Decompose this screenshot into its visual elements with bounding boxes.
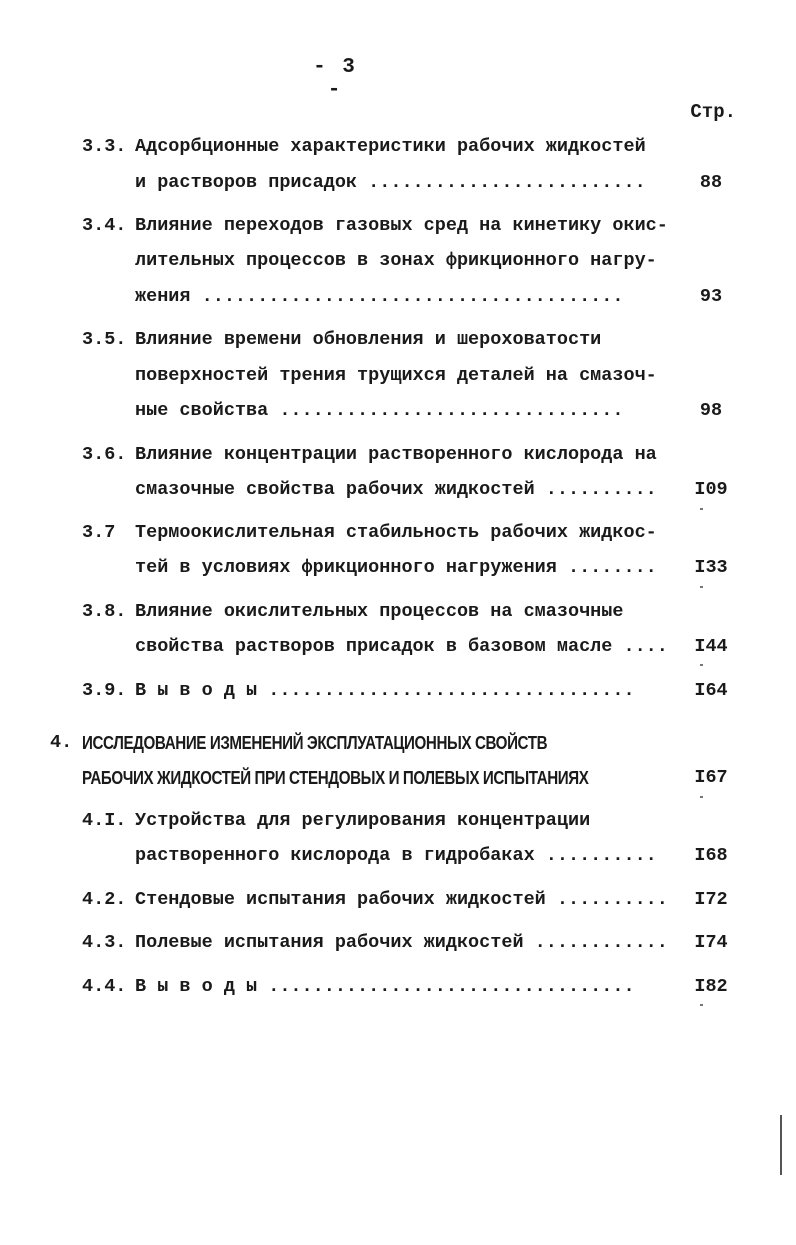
scan-speck: [700, 586, 703, 588]
toc-chapter-number: 4.: [50, 732, 73, 753]
toc-entry-line: Влияние переходов газовых сред на кинетику окис-: [135, 215, 668, 236]
toc-entry-line: Полевые испытания рабочих жидкостей ............: [135, 932, 668, 953]
toc-entry-line: Влияние времени обновления и шероховатости: [135, 329, 602, 350]
scan-speck: [700, 796, 703, 798]
toc-entry-line: лительных процессов в зонах фрикционного нагру-: [135, 250, 657, 271]
page-number: - 3 -: [313, 56, 357, 102]
scan-edge-line: [780, 1115, 782, 1175]
toc-entry-line: Влияние концентрации растворенного кислорода на: [135, 444, 657, 465]
toc-entry-page: I09: [694, 479, 728, 500]
toc-entry-page: I74: [694, 932, 728, 953]
toc-entry-line: Влияние окислительных процессов на смазочные: [135, 601, 624, 622]
toc-entry-number: 3.5.: [82, 329, 127, 350]
toc-entry-number: 3.8.: [82, 601, 127, 622]
toc-entry-line: В ы в о д ы .................................: [135, 680, 635, 701]
toc-entry-number: 4.4.: [82, 976, 127, 997]
toc-entry-line: смазочные свойства рабочих жидкостей ..........: [135, 479, 657, 500]
toc-entry-page: 93: [699, 286, 723, 307]
toc-entry-line: свойства растворов присадок в базовом масле ....: [135, 636, 668, 657]
toc-entry-page: I33: [694, 557, 728, 578]
scan-speck: [700, 664, 703, 666]
page-column-label: Стр.: [690, 101, 736, 123]
toc-entry-line: жения ......................................: [135, 286, 624, 307]
toc-entry-page: I44: [694, 636, 728, 657]
toc-entry-line: ные свойства ...............................: [135, 400, 624, 421]
toc-entry-number: 3.3.: [82, 136, 127, 157]
toc-chapter-title-line: ИССЛЕДОВАНИЕ ИЗМЕНЕНИЙ ЭКСПЛУАТАЦИОННЫХ СВОЙСТВ: [82, 732, 548, 753]
toc-entry-line: и растворов присадок .........................: [135, 172, 646, 193]
toc-entry-line: Адсорбционные характеристики рабочих жидкостей: [135, 136, 646, 157]
scan-speck: [700, 508, 703, 510]
toc-chapter-title-line: РАБОЧИХ ЖИДКОСТЕЙ ПРИ СТЕНДОВЫХ И ПОЛЕВЫХ ИСПЫТАНИЯХ: [82, 767, 589, 788]
toc-entry-line: Стендовые испытания рабочих жидкостей ..........: [135, 889, 668, 910]
toc-entry-number: 3.4.: [82, 215, 127, 236]
toc-entry-page: I67: [694, 767, 728, 788]
toc-entry-page: I64: [694, 680, 728, 701]
toc-entry-page: 98: [699, 400, 723, 421]
toc-entry-page: I72: [694, 889, 728, 910]
toc-entry-number: 4.3.: [82, 932, 127, 953]
toc-entry-line: Термоокислительная стабильность рабочих жидкос-: [135, 522, 657, 543]
toc-entry-page: 88: [699, 172, 723, 193]
toc-entry-number: 3.7: [82, 522, 116, 543]
toc-entry-number: 4.2.: [82, 889, 127, 910]
toc-entry-line: тей в условиях фрикционного нагружения ........: [135, 557, 657, 578]
scan-speck: [700, 1004, 703, 1006]
toc-entry-number: 3.6.: [82, 444, 127, 465]
toc-entry-number: 4.I.: [82, 810, 127, 831]
toc-entry-line: поверхностей трения трущихся деталей на смазоч-: [135, 365, 657, 386]
toc-entry-line: растворенного кислорода в гидробаках ..........: [135, 845, 657, 866]
toc-entry-number: 3.9.: [82, 680, 127, 701]
toc-entry-page: I82: [694, 976, 728, 997]
toc-entry-page: I68: [694, 845, 728, 866]
toc-entry-line: В ы в о д ы .................................: [135, 976, 635, 997]
toc-entry-line: Устройства для регулирования концентрации: [135, 810, 591, 831]
